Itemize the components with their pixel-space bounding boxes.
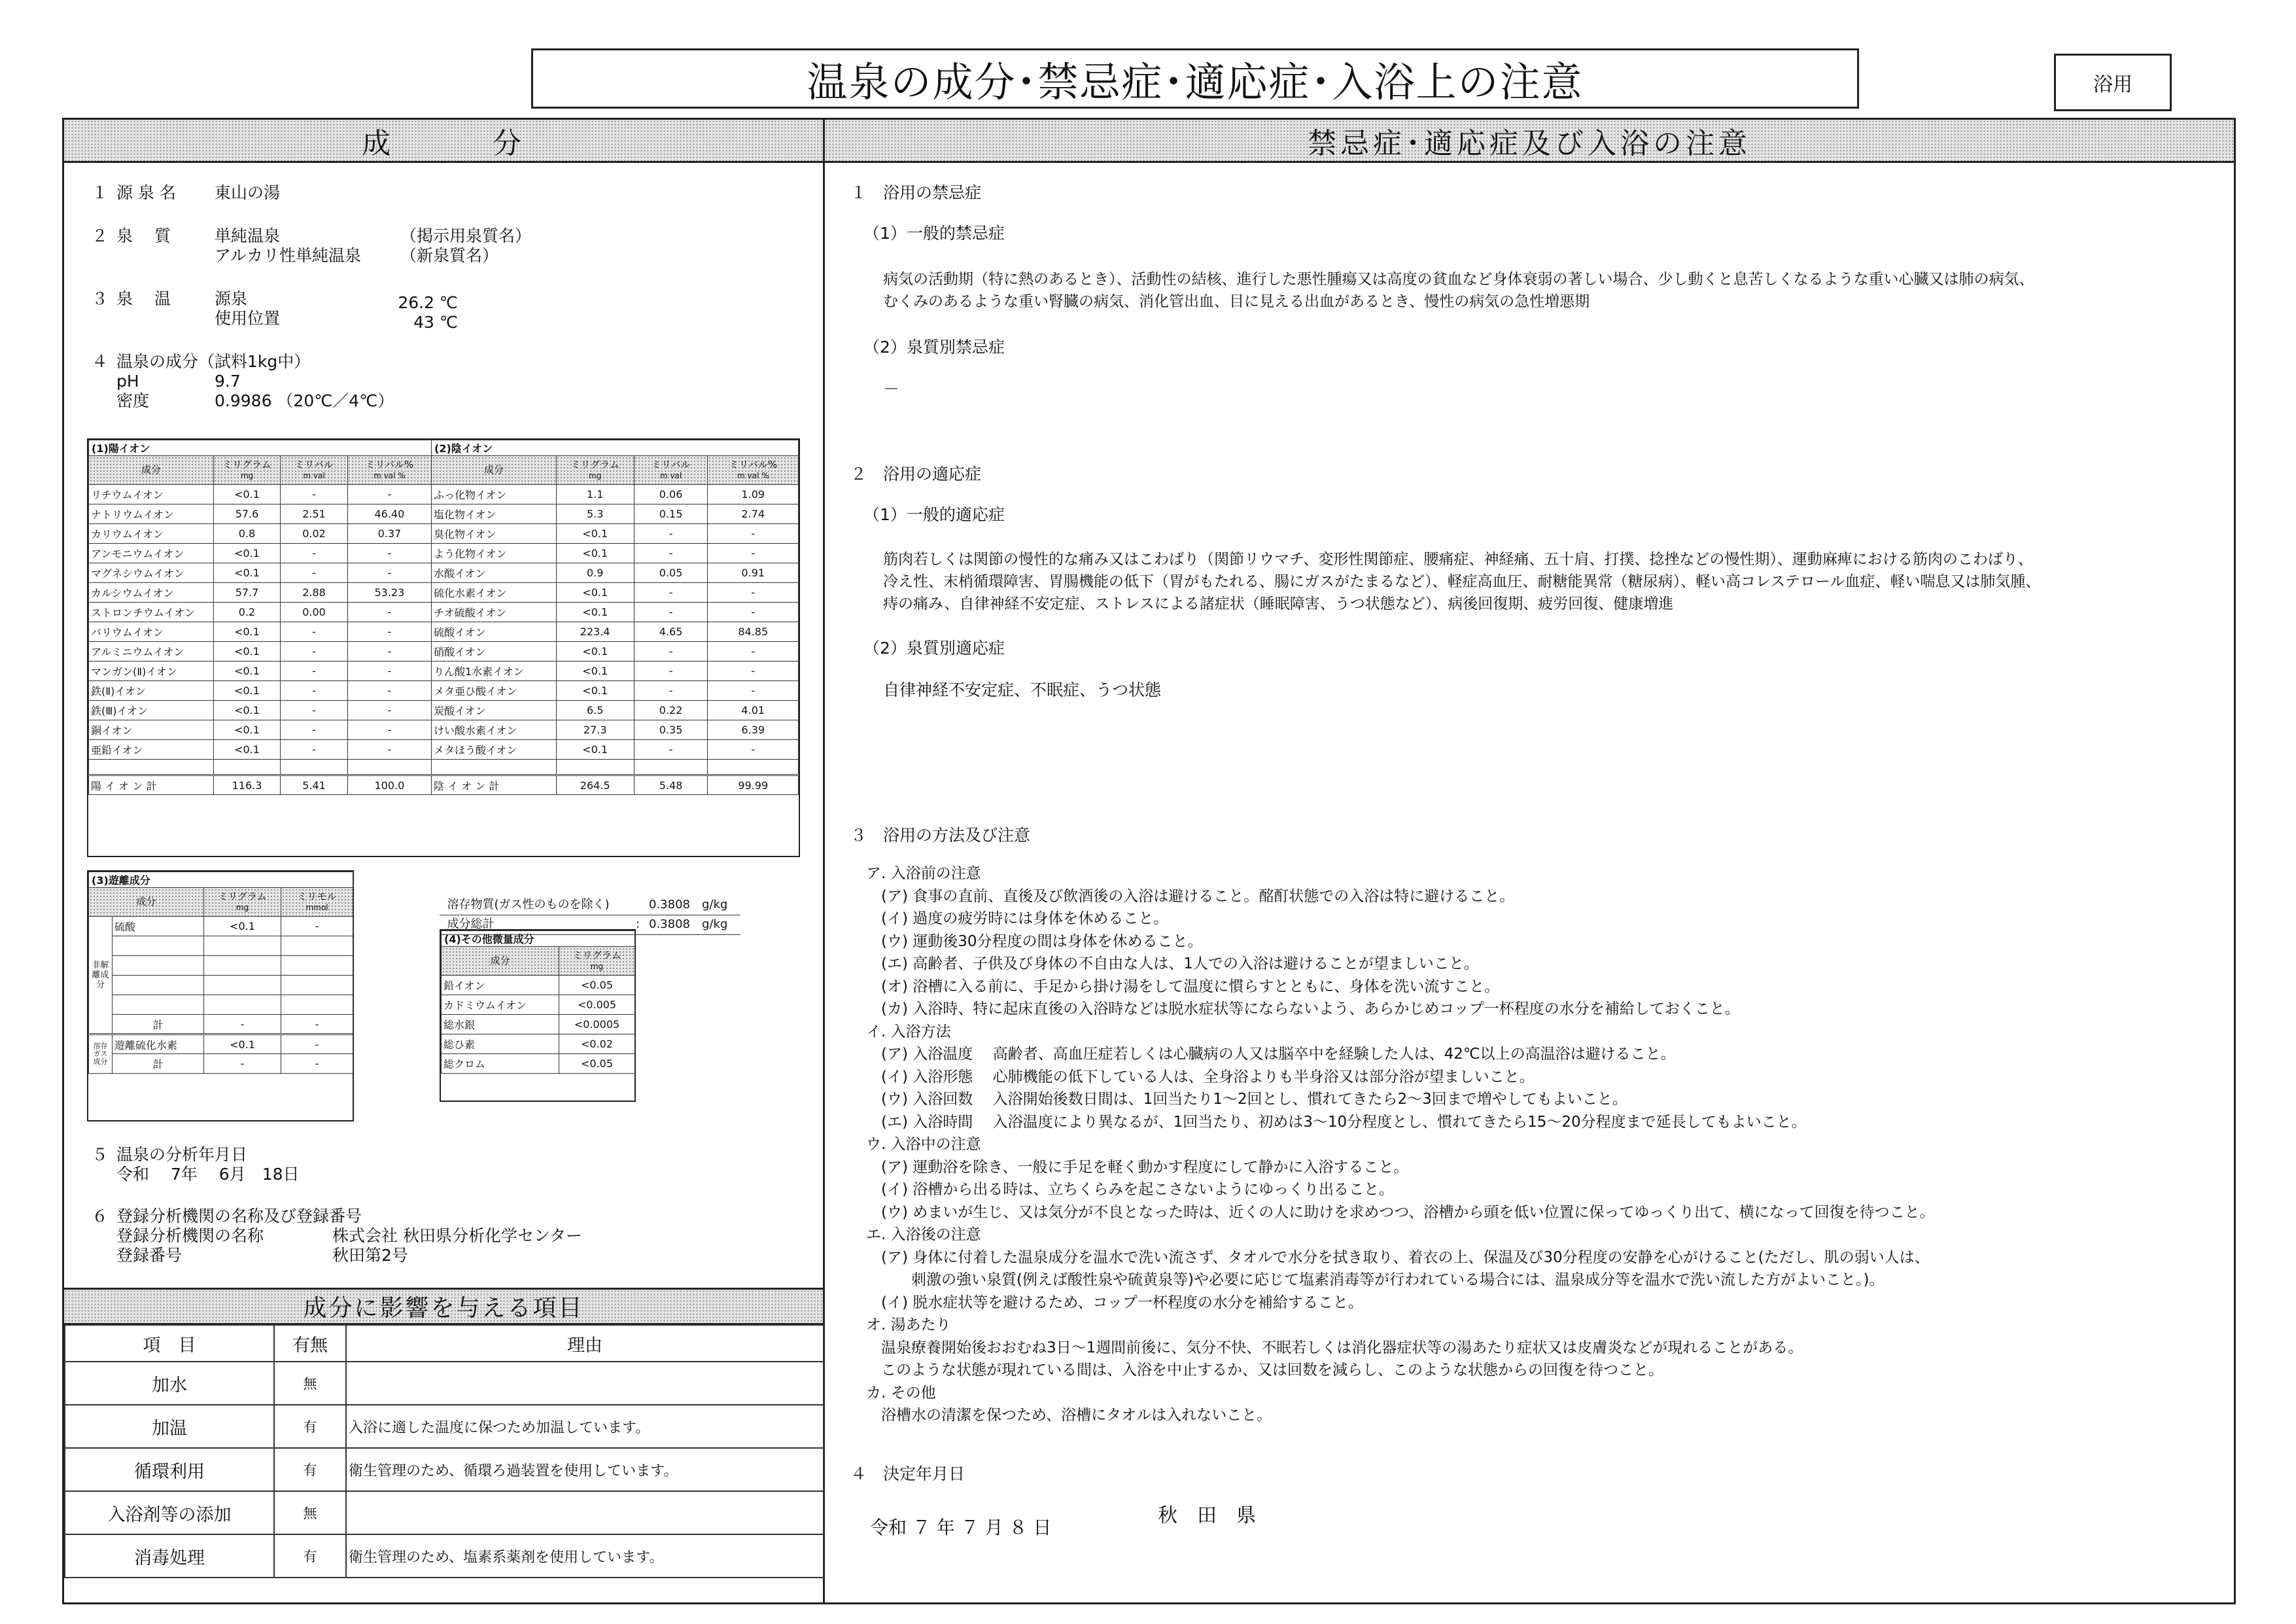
heading-decision-date: ４ 決定年月日 [850, 1464, 965, 1483]
cation-value: 116.3 [213, 775, 281, 795]
cation-value: - [347, 642, 431, 662]
cation-value: <0.1 [213, 622, 281, 642]
cation-value: 57.6 [213, 504, 281, 524]
impact-row [65, 1362, 824, 1405]
free-value [281, 995, 353, 1015]
anion-name: 臭化物イオン [432, 524, 557, 544]
title-box [531, 48, 1859, 109]
text-line: ア. 入浴前の注意 [866, 865, 981, 882]
cation-value: <0.1 [213, 701, 281, 720]
anion-value: 6.5 [556, 701, 634, 720]
table-row [442, 1034, 635, 1054]
anion-value: 1.09 [708, 485, 799, 504]
table-row [89, 720, 799, 740]
cation-name: ナトリウムイオン [89, 504, 214, 524]
cation-value: - [281, 642, 348, 662]
column-header: ミリグラム mg [204, 888, 281, 917]
free-value [204, 936, 281, 956]
impact-item: 消毒処理 [65, 1534, 274, 1578]
impact-row [65, 1448, 824, 1491]
anion-value: <0.1 [556, 583, 634, 603]
impact-row [65, 1405, 824, 1448]
component-total: 成分総計 : 0.3808 g/kg [440, 894, 740, 935]
ion-table: (1)陽イオン (2)陰イオン 成分 ミリグラム mg ミリバル m val ミリバル% m val % 成分 ミリグラム mg ミリバル m val ミリバル% m val % リチウムイオン <0.1 - - ふっ化物イオン 1.1 0.06 1.09 ナトリウムイオン 57.6 2.51 46.40 塩化物イオン 5.3 0.15 2.74 カリウムイオン 0.8 0.02 0.37 臭化物イオン <0.1 - - アンモニウムイオン <0.1 - - よう化物イオン <0.1 - - マグネシウムイオン <0.1 - - 水酸イオン 0.9 0.05 0.91 カルシウムイオン 57.7 2.88 53.23 硫化水素イオン <0.1 - - ストロンチウムイオン 0.2 0.00 - チオ硫酸イオン <0.1 - - バリウムイオン <0.1 - - 硫酸イオン 223.4 4.65 84.85 アルミニウムイオン <0.1 - - 硝酸イオン <0.1 - - マンガン(Ⅱ)イオン <0.1 - - りん酸1水素イオン <0.1 - - 鉄(Ⅱ)イオン <0.1 - - メタ亜ひ酸イオン <0.1 - - 鉄(Ⅲ)イオン <0.1 - - 炭酸イオン 6.5 0.22 4.01 銅イオン <0.1 - - けい酸水素イオン 27.3 0.35 6.39 亜鉛イオン <0.1 - - メタほう酸イオン <0.1 - - 陽 イ オ ン 計 116.3 5.41 100.0 陰 イ オ ン 計 264.5 5.48 99.99 [88, 440, 799, 795]
anion-value: <0.1 [556, 740, 634, 760]
text-line: (ア) 入浴温度 高齢者、高血圧症若しくは心臓病の人又は脳卒中を経験した人は、42℃以上の高温浴は避けること。 [866, 1046, 1676, 1063]
trace-name: 総ひ素 [442, 1034, 559, 1054]
column-header: ミリグラム mg [559, 947, 635, 976]
text-line: (ウ) 入浴回数 入浴開始後数日間は、1回当たり1～2回とし、慣れてきたら2～3回まで増やしてもよいこと。 [866, 1091, 1627, 1108]
table-row [89, 681, 799, 701]
anion-value: - [708, 603, 799, 622]
cation-name: リチウムイオン [89, 485, 214, 504]
anion-value: - [634, 583, 708, 603]
anion-name: 水酸イオン [432, 563, 557, 583]
column-header: ミリグラム mg [556, 456, 634, 485]
anion-value: 4.65 [634, 622, 708, 642]
free-name: 硫酸 [113, 917, 204, 936]
anion-name: りん酸1水素イオン [432, 662, 557, 681]
cation-value: - [347, 720, 431, 740]
impact-reason: 衛生管理のため、循環ろ過装置を使用しています。 [346, 1448, 824, 1491]
column-header: ミリモル mmol [281, 888, 353, 917]
trace-value: <0.05 [559, 1054, 635, 1074]
free-value: - [281, 917, 353, 936]
free-value [281, 956, 353, 976]
table-row [89, 1054, 353, 1074]
column-header: ミリバル% m val % [708, 456, 799, 485]
cation-name: アンモニウムイオン [89, 544, 214, 563]
trace-name: カドミウムイオン [442, 995, 559, 1015]
cation-name: マンガン(Ⅱ)イオン [89, 662, 214, 681]
cation-name [89, 760, 214, 775]
anion-value: 264.5 [556, 775, 634, 795]
anion-name: 炭酸イオン [432, 701, 557, 720]
anion-value: - [708, 524, 799, 544]
anion-value: <0.1 [556, 544, 634, 563]
free-components-table: (3)遊離成分 成分 ミリグラム mg ミリモル mmol 非解離成分 硫酸 <0.1 - 計 - - 溶存ガス成分 遊離硫化水素 <0.1 - 計 - - [88, 872, 353, 1074]
table-row [89, 563, 799, 583]
anion-value: - [708, 740, 799, 760]
table-row [442, 1054, 635, 1074]
cation-value: - [281, 622, 348, 642]
anion-name: 陰 イ オ ン 計 [432, 775, 557, 795]
table-row [89, 485, 799, 504]
anion-value: - [634, 662, 708, 681]
analysis-info: ５ 温泉の分析年月日 令和 7年 6月 18日 ６ 登録分析機関の名称及び登録番号 登録分析機関の名称 株式会社 秋田県分析化学センター 登録番号 秋田第2号 [92, 1145, 582, 1265]
text-line: エ. 入浴後の注意 [866, 1226, 981, 1243]
gas-value: - [281, 1034, 353, 1054]
cation-value: 46.40 [347, 504, 431, 524]
group-label: 非解離成分 [89, 917, 113, 1034]
cation-value: <0.1 [213, 720, 281, 740]
text-line: ウ. 入浴中の注意 [866, 1136, 981, 1153]
cation-value: - [347, 701, 431, 720]
cation-name: 鉄(Ⅲ)イオン [89, 701, 214, 720]
free-value [204, 956, 281, 976]
table-row [89, 740, 799, 760]
impact-header: 成分に影響を与える項目 [64, 1288, 823, 1324]
anion-name: よう化物イオン [432, 544, 557, 563]
impact-item: 加温 [65, 1405, 274, 1448]
impact-table [64, 1324, 824, 1578]
trace-value: <0.05 [559, 976, 635, 995]
section-header-precautions: 禁忌症･適応症及び入浴の注意 [825, 120, 2234, 163]
cation-name: バリウムイオン [89, 622, 214, 642]
anion-value: <0.1 [556, 681, 634, 701]
decision-date: 令和 ７ 年 ７ 月 ８ 日 [870, 1517, 1052, 1538]
text-line: (オ) 浴槽に入る前に、手足から掛け湯をして温度に慣らすとともに、身体を洗い流すこと。 [866, 978, 1500, 995]
anion-value: - [708, 681, 799, 701]
ion-table-wrap [87, 438, 800, 857]
table-row [89, 603, 799, 622]
anion-name: メタほう酸イオン [432, 740, 557, 760]
anion-value: 1.1 [556, 485, 634, 504]
anion-value: <0.1 [556, 524, 634, 544]
cation-value: 2.51 [281, 504, 348, 524]
trace-table-wrap [440, 929, 636, 1102]
free-value: <0.1 [204, 917, 281, 936]
anion-value: - [634, 524, 708, 544]
table-row [89, 504, 799, 524]
free-name: 計 [113, 1015, 204, 1034]
anion-name: ふっ化物イオン [432, 485, 557, 504]
basic-info: １ 源 泉 名 東山の湯 ２ 泉 質 単純温泉 （掲示用泉質名） アルカリ性単純温泉 （新泉質名） ３ 泉 温 源泉 26.2 ℃ 使用位置 43 ℃ ４ 温泉の成分（試料1kg中） pH 9.7 密度 0.9986 （20℃／4℃） [92, 183, 532, 410]
table-row [89, 760, 799, 775]
trace-value: <0.0005 [559, 1015, 635, 1034]
anion-name: メタ亜ひ酸イオン [432, 681, 557, 701]
cation-value: <0.1 [213, 544, 281, 563]
impact-reason [346, 1362, 824, 1405]
cation-value: <0.1 [213, 563, 281, 583]
cation-value: <0.1 [213, 485, 281, 504]
cation-value: - [281, 720, 348, 740]
impact-reason: 衛生管理のため、塩素系薬剤を使用しています。 [346, 1534, 824, 1578]
table-row [89, 524, 799, 544]
anion-name: けい酸水素イオン [432, 720, 557, 740]
trace-value: <0.02 [559, 1034, 635, 1054]
cation-value: - [347, 485, 431, 504]
impact-reason: 入浴に適した温度に保つため加温しています。 [346, 1405, 824, 1448]
anion-value: - [634, 740, 708, 760]
cation-value: 0.8 [213, 524, 281, 544]
trace-name: 総水銀 [442, 1015, 559, 1034]
text-line: 病気の活動期（特に熱のあるとき）、活動性の結核、進行した悪性腫瘍又は高度の貧血など身体衰弱の著しい場合、少し動くと息苦しくなるような重い心臓又は肺の病気、 [883, 271, 2034, 288]
impact-column-header: 項 目 [65, 1325, 274, 1362]
anion-name [432, 760, 557, 775]
cation-name: 鉄(Ⅱ)イオン [89, 681, 214, 701]
cation-name: ストロンチウムイオン [89, 603, 214, 622]
cation-value: 5.41 [281, 775, 348, 795]
text-line: 浴槽水の清潔を保つため、浴槽にタオルは入れないこと。 [866, 1407, 1272, 1424]
column-header: 成分 [432, 456, 557, 485]
cation-value: <0.1 [213, 662, 281, 681]
anion-value: 5.48 [634, 775, 708, 795]
column-header: ミリバル m val [634, 456, 708, 485]
column-header: ミリバル m val [281, 456, 348, 485]
cation-value: 0.02 [281, 524, 348, 544]
cation-value: 0.2 [213, 603, 281, 622]
group-label: 溶存ガス成分 [89, 1034, 113, 1074]
cation-value [213, 760, 281, 775]
table-row [442, 1015, 635, 1034]
cation-value: 2.88 [281, 583, 348, 603]
text-line: イ. 入浴方法 [866, 1023, 951, 1040]
column-header: ミリバル% m val % [347, 456, 431, 485]
anion-value: 99.99 [708, 775, 799, 795]
text-line: 冷え性、末梢循環障害、胃腸機能の低下（胃がもたれる、腸にガスがたまるなど）、軽症高血圧、耐糖能異常（糖尿病）、軽い高コレステロール血症、軽い喘息又は肺気腫、 [883, 573, 2041, 590]
table-row [89, 976, 353, 995]
cation-value: - [281, 544, 348, 563]
cation-name: カリウムイオン [89, 524, 214, 544]
text-line: 痔の痛み、自律神経不安定症、ストレスによる諸症状（睡眠障害、うつ状態など）、病後回復期、疲労回復、健康増進 [883, 595, 1674, 612]
impact-reason [346, 1491, 824, 1534]
text-line: (イ) 浴槽から出る時は、立ちくらみを起こさないようにゆっくり出ること。 [866, 1181, 1395, 1198]
gas-value: - [281, 1054, 353, 1074]
table-row [89, 583, 799, 603]
cation-value: - [281, 740, 348, 760]
free-name [113, 956, 204, 976]
heading-indications: ２ 浴用の適応症 [850, 465, 982, 484]
cation-name: アルミニウムイオン [89, 642, 214, 662]
text-line: (エ) 高齢者、子供及び身体の不自由な人は、1人での入浴は避けることが望ましいこと。 [866, 955, 1479, 972]
cation-value: <0.1 [213, 642, 281, 662]
anion-value: <0.1 [556, 662, 634, 681]
anion-value: 27.3 [556, 720, 634, 740]
anion-value: 0.9 [556, 563, 634, 583]
anion-value: 0.91 [708, 563, 799, 583]
table-row [89, 1015, 353, 1034]
cation-value: <0.1 [213, 740, 281, 760]
impact-row [65, 1491, 824, 1534]
anion-name: 硫化水素イオン [432, 583, 557, 603]
anion-value: <0.1 [556, 642, 634, 662]
impact-item: 加水 [65, 1362, 274, 1405]
dissolved-total: 溶存物質(ガス性のものを除く) 0.3808 g/kg [440, 874, 740, 915]
anion-value: - [634, 603, 708, 622]
table-row [89, 544, 799, 563]
free-components-wrap [87, 870, 354, 1121]
cation-value: - [347, 544, 431, 563]
anion-name: 硫酸イオン [432, 622, 557, 642]
anion-value: 4.01 [708, 701, 799, 720]
text-line: (ウ) 運動後30分程度の間は身体を休めること。 [866, 932, 1203, 950]
free-name [113, 936, 204, 956]
free-value [204, 976, 281, 995]
cation-value: 100.0 [347, 775, 431, 795]
impact-item: 循環利用 [65, 1448, 274, 1491]
impact-flag: 有 [274, 1534, 346, 1578]
table-row [89, 956, 353, 976]
table-row [89, 642, 799, 662]
text-line: (イ) 入浴形態 心肺機能の低下している人は、全身浴よりも半身浴又は部分浴が望ましいこと。 [866, 1068, 1535, 1086]
cation-value: - [347, 622, 431, 642]
cation-value: - [347, 603, 431, 622]
cation-value: 53.23 [347, 583, 431, 603]
anion-value: 223.4 [556, 622, 634, 642]
table-row [89, 775, 799, 795]
section-header-components: 成 分 [64, 120, 823, 163]
table-row [89, 662, 799, 681]
table-row [442, 976, 635, 995]
anion-name: 硝酸イオン [432, 642, 557, 662]
column-header: 成分 [89, 456, 214, 485]
column-header: 成分 [442, 947, 559, 976]
text-line: (ア) 運動浴を除き、一般に手足を軽く動かす程度にして静かに入浴すること。 [866, 1158, 1409, 1176]
anion-value: 84.85 [708, 622, 799, 642]
gas-name: 遊離硫化水素 [113, 1034, 204, 1054]
cation-name: 陽 イ オ ン 計 [89, 775, 214, 795]
cation-name: 亜鉛イオン [89, 740, 214, 760]
free-name [113, 976, 204, 995]
trace-table: (4)その他微量成分 成分 ミリグラム mg 鉛イオン <0.05 カドミウムイオン <0.005 総水銀 <0.0005 総ひ素 <0.02 総クロム <0.05 [441, 930, 635, 1074]
cation-name: 銅イオン [89, 720, 214, 740]
anion-value: <0.1 [556, 603, 634, 622]
impact-flag: 無 [274, 1362, 346, 1405]
anion-value: - [708, 544, 799, 563]
cation-value: 57.7 [213, 583, 281, 603]
text-line: カ. その他 [866, 1384, 936, 1402]
cation-value: <0.1 [213, 681, 281, 701]
anion-value: 0.15 [634, 504, 708, 524]
free-value [281, 936, 353, 956]
anion-value: 0.05 [634, 563, 708, 583]
text-line: 温泉療養開始後おおむね3日～1週間前後に、気分不快、不眠若しくは消化器症状等の湯あたり症状又は皮膚炎などが現れることがある。 [866, 1339, 1803, 1356]
impact-flag: 無 [274, 1491, 346, 1534]
cation-name: カルシウムイオン [89, 583, 214, 603]
anion-value: - [634, 642, 708, 662]
precautions-content: １ 浴用の禁忌症 （1）一般的禁忌症 病気の活動期（特に熱のあるとき）、活動性の結核、進行した悪性腫瘍又は高度の貧血など身体衰弱の著しい場合、少し動くと息苦しくなるような重い心臓又は肺の病気、 むくみのあるような重い腎臓の病気、消化管出血、目に見える出血があるとき、慢性の病気の急性増悪期 （2）泉質別禁忌症 － ２ 浴用の適応症 （1）一般的適応症 筋肉若しくは関節の慢性的な痛み又はこわばり（関節リウマチ、変形性関節症、腰痛症、神経痛、五十肩、打撲、捻挫などの慢性期）、運動麻痺における筋肉のこわばり、 冷え性、末梢循環障害、胃腸機能の低下（胃がもたれる、腸にガスがたまるなど）、軽症高血圧、耐糖能異常（糖尿病）、軽い高コレステロール血症、軽い喘息又は肺気腫、 痔の痛み、自律神経不安定症、ストレスによる諸症状（睡眠障害、うつ状態など）、病後回復期、疲労回復、健康増進 （2）泉質別適応症 自律神経不安定症、不眠症、うつ状態 ３ 浴用の方法及び注意 ア. 入浴前の注意 (ア) 食事の直前、直後及び飲酒後の入浴は避けること。酩酊状態での入浴は特に避けること。 (イ) 過度の疲労時には身体を休めること。 (ウ) 運動後30分程度の間は身体を休めること。 (エ) 高齢者、子供及び身体の不自由な人は、1人での入浴は避けることが望ましいこと。 (オ) 浴槽に入る前に、手足から掛け湯をして温度に慣らすとともに、身体を洗い流すこと。 (カ) 入浴時、特に起床直後の入浴時などは脱水症状等にならないよう、あらかじめコップ一杯程度の水分を補給しておくこと。 イ. 入浴方法 (ア) 入浴温度 高齢者、高血圧症若しくは心臓病の人又は脳卒中を経験した人は、42℃以上の高温浴は避けること。 (イ) 入浴形態 心肺機能の低下している人は、全身浴よりも半身浴又は部分浴が望ましいこと。 (ウ) 入浴回数 入浴開始後数日間は、1回当たり1～2回とし、慣れてきたら2～3回まで増やしてもよいこと。 (エ) 入浴時間 入浴温度により異なるが、1回当たり、初めは3～10分程度とし、慣れてきたら15～20分程度まで延長してもよいこと。 ウ. 入浴中の注意 (ア) 運動浴を除き、一般に手足を軽く動かす程度にして静かに入浴すること。 (イ) 浴槽から出る時は、立ちくらみを起こさないようにゆっくり出ること。 (ウ) めまいが生じ、又は気分が不良となった時は、近くの人に助けを求めつつ、浴槽から頭を低い位置に保ってゆっくり出て、横になって回復を待つこと。 エ. 入浴後の注意 (ア) 身体に付着した温泉成分を温水で洗い流さず、タオルで水分を拭き取り、着衣の上、保温及び30分程度の安静を心がけること(ただし、肌の弱い人は、 刺激の強い泉質(例えば酸性泉や硫黄泉等)や必要に応じて塩素消毒等が行われている場合には、温泉成分等を温水で洗い流した方がよいこと。)。 (イ) 脱水症状等を避けるため、コップ一杯程度の水分を補給すること。 オ. 湯あたり 温泉療養開始後おおむね3日～1週間前後に、気分不快、不眠若しくは消化器症状等の湯あたり症状又は皮膚炎などが現れることがある。 このような状態が現れている間は、入浴を中止するか、又は回数を減らし、このような状態からの回復を待つこと。 カ. その他 浴槽水の清潔を保つため、浴槽にタオルは入れないこと。 ４ 決定年月日 令和 ７ 年 ７ 月 ８ 日 秋 田 県 [850, 182, 2218, 1589]
table-row [89, 995, 353, 1015]
text-line: (イ) 過度の疲労時には身体を休めること。 [866, 910, 1169, 927]
free-name [113, 995, 204, 1015]
text-line: 筋肉若しくは関節の慢性的な痛み又はこわばり（関節リウマチ、変形性関節症、腰痛症、神経痛、五十肩、打撲、捻挫などの慢性期）、運動麻痺における筋肉のこわばり、 [883, 551, 2033, 568]
heading-contraindications: １ 浴用の禁忌症 [850, 183, 982, 202]
column-header: ミリグラム mg [213, 456, 281, 485]
cation-value: - [347, 563, 431, 583]
anion-value: - [634, 681, 708, 701]
trace-name: 鉛イオン [442, 976, 559, 995]
anion-value: 0.06 [634, 485, 708, 504]
impact-item: 入浴剤等の添加 [65, 1491, 274, 1534]
anion-value: 2.74 [708, 504, 799, 524]
text-line: 刺激の強い泉質(例えば酸性泉や硫黄泉等)や必要に応じて塩素消毒等が行われている場合には、温泉成分等を温水で洗い流した方がよいこと。)。 [866, 1271, 1885, 1288]
cation-value: - [281, 485, 348, 504]
anion-value: 6.39 [708, 720, 799, 740]
anion-value: - [708, 662, 799, 681]
anion-value: - [634, 544, 708, 563]
anion-value [634, 760, 708, 775]
table-row [442, 995, 635, 1015]
anion-value: - [708, 583, 799, 603]
impact-flag: 有 [274, 1448, 346, 1491]
text-line: (カ) 入浴時、特に起床直後の入浴時などは脱水症状等にならないよう、あらかじめコップ一杯程度の水分を補給しておくこと。 [866, 1000, 1740, 1017]
cation-value: - [347, 681, 431, 701]
text-line: (エ) 入浴時間 入浴温度により異なるが、1回当たり、初めは3～10分程度とし、慣れてきたら15～20分程度まで延長してもよいこと。 [866, 1113, 1807, 1131]
cation-value: - [281, 662, 348, 681]
cation-value: 0.00 [281, 603, 348, 622]
free-value [204, 995, 281, 1015]
cation-value: - [281, 681, 348, 701]
table-row [89, 622, 799, 642]
column-header: 成分 [89, 888, 204, 917]
gas-name: 計 [113, 1054, 204, 1074]
anion-value: 0.35 [634, 720, 708, 740]
cation-value: - [281, 701, 348, 720]
gas-value: <0.1 [204, 1034, 281, 1054]
page-title: 温泉の成分･禁忌症･適応症･入浴上の注意 [807, 58, 1584, 106]
free-value [281, 976, 353, 995]
anion-value: 5.3 [556, 504, 634, 524]
table-row [89, 917, 353, 936]
impact-column-header: 理由 [346, 1325, 824, 1362]
text-line: (ア) 身体に付着した温泉成分を温水で洗い流さず、タオルで水分を拭き取り、着衣の上、保温及び30分程度の安静を心がけること(ただし、肌の弱い人は、 [866, 1248, 1930, 1266]
cation-value [347, 760, 431, 775]
trace-name: 総クロム [442, 1054, 559, 1074]
heading-bathing-method: ３ 浴用の方法及び注意 [850, 826, 1031, 845]
free-value: - [281, 1015, 353, 1034]
cation-value: - [347, 662, 431, 681]
text-line: (ウ) めまいが生じ、又は気分が不良となった時は、近くの人に助けを求めつつ、浴槽から頭を低い位置に保ってゆっくり出て、横になって回復を待つこと。 [866, 1203, 1935, 1221]
cation-value: 0.37 [347, 524, 431, 544]
cation-name: マグネシウムイオン [89, 563, 214, 583]
impact-row [65, 1534, 824, 1578]
cation-value [281, 760, 348, 775]
cation-value: - [281, 563, 348, 583]
issuer: 秋 田 県 [1158, 1504, 1256, 1527]
analysis-date: 令和 7年 6月 18日 [116, 1165, 300, 1184]
text-line: (イ) 脱水症状等を避けるため、コップ一杯程度の水分を補給すること。 [866, 1294, 1363, 1311]
text-line: オ. 湯あたり [866, 1316, 951, 1333]
table-row [89, 701, 799, 720]
anion-value [556, 760, 634, 775]
text-line: このような状態が現れている間は、入浴を中止するか、又は回数を減らし、このような状態からの回復を待つこと。 [866, 1362, 1663, 1379]
impact-flag: 有 [274, 1405, 346, 1448]
text-line: (ア) 食事の直前、直後及び飲酒後の入浴は避けること。酩酊状態での入浴は特に避けること。 [866, 887, 1515, 905]
anion-value: - [708, 642, 799, 662]
table-row [89, 936, 353, 956]
free-value: - [204, 1015, 281, 1034]
cation-value: - [347, 740, 431, 760]
anion-name: チオ硫酸イオン [432, 603, 557, 622]
anion-value [708, 760, 799, 775]
table-row [89, 1034, 353, 1054]
anion-value: 0.22 [634, 701, 708, 720]
gas-value: - [204, 1054, 281, 1074]
anion-name: 塩化物イオン [432, 504, 557, 524]
impact-column-header: 有無 [274, 1325, 346, 1362]
usage-badge: 浴用 [2054, 54, 2172, 111]
text-line: むくみのあるような重い腎臓の病気、消化管出血、目に見える出血があるとき、慢性の病気の急性増悪期 [883, 293, 1590, 310]
trace-value: <0.005 [559, 995, 635, 1015]
spring-name: 東山の湯 [215, 183, 281, 202]
